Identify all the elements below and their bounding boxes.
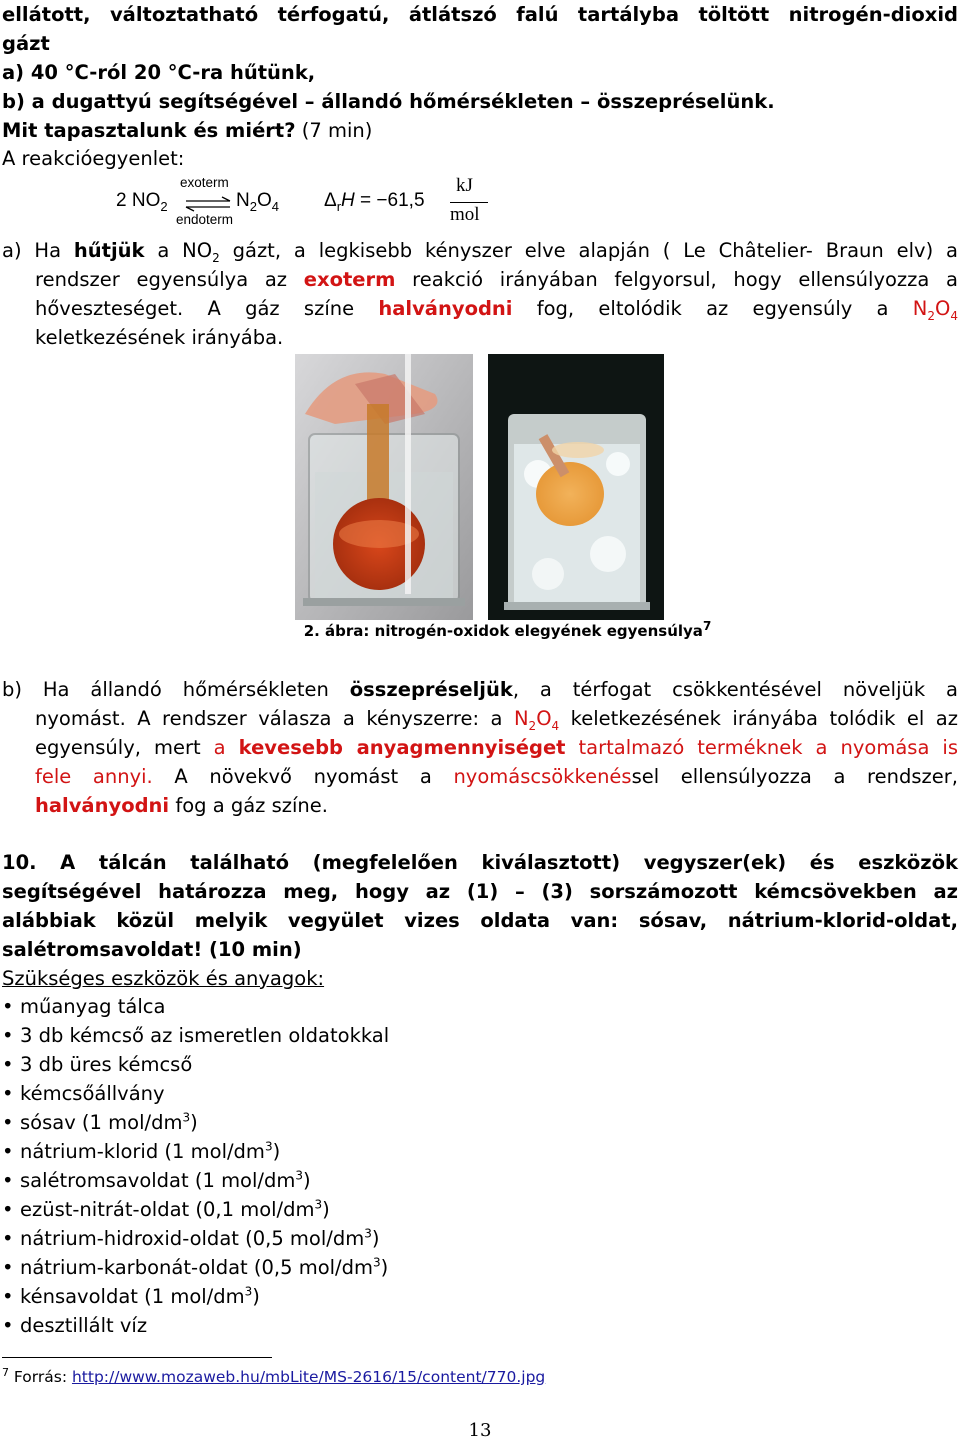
part-a-line-3: hőveszteséget. A gáz színe halványodni fog, eltolódik az egyensúly a $N_2O_4$ (35, 297, 958, 323)
equation-left: 2 $NO_2$ (116, 190, 168, 214)
part-b-line-3: egyensúly, mert a kevesebb anyagmennyiséget tartalmazó terméknek a nyomása is (35, 736, 959, 759)
reaction-equation (112, 175, 492, 230)
list-item: • kémcsőállvány (2, 1079, 389, 1108)
fraction-bar (450, 202, 488, 203)
list-item: • nátrium-hidroxid-oldat (0,5 mol/$dm^3$) (2, 1224, 389, 1253)
flask-in-ice-image (488, 354, 664, 620)
task-10-line-2: segítségével határozza meg, hogy az (1) – (3) sorszámozott kémcsövekben az (2, 880, 958, 903)
unit-numerator: kJ (456, 175, 473, 196)
part-b-line-2: nyomást. A rendszer válasza a kényszerre: a $N_2O_4$ keletkezésének irányába tolódik el az (35, 707, 958, 733)
equation-label-endoterm: endoterm (176, 212, 234, 227)
list-item: • nátrium-klorid (1 mol/$dm^3$) (2, 1137, 389, 1166)
list-item: • 3 db üres kémcső (2, 1050, 389, 1079)
list-item: • ezüst-nitrát-oldat (0,1 mol/$dm^3$) (2, 1195, 389, 1224)
flask-in-beaker-image (295, 354, 473, 620)
part-a-line-1: a) Ha hűtjük a $NO_2$ gázt, a legkisebb kényszer elve alapján ( Le Châtelier- Braun elv) a (2, 239, 958, 265)
reaction-enthalpy: $\Delta_rH = -61,5$ (324, 190, 425, 214)
figure-caption: 2. ábra: nitrogén-oxidok elegyének egyensúlya$^7$ (303, 619, 712, 640)
intro-line-1: ellátott, változtatható térfogatú, átlátszó falú tartályba töltött nitrogén-dioxid (2, 3, 958, 26)
task-10-line-3: alábbiak közül melyik vegyület vizes oldata van: sósav, nátrium-klorid-oldat, (2, 909, 958, 932)
part-b-line-5: halványodni fog a gáz színe. (35, 794, 328, 817)
task-10-block (2, 848, 958, 964)
part-b-line-1: b) Ha állandó hőmérsékleten összepréseljük, a térfogat csökkentésével növeljük a (2, 678, 958, 701)
task-10-line-1: 10. A tálcán található (megfelelően kiválasztott) vegyszer(ek) és eszközök (2, 851, 958, 874)
list-item: • műanyag tálca (2, 992, 389, 1021)
intro-line-2: gázt (2, 32, 50, 55)
list-item: • sósav (1 mol/$dm^3$) (2, 1108, 389, 1137)
equilibrium-arrows-icon (184, 196, 232, 212)
footnote-source-link[interactable]: http://www.mozaweb.hu/mbLite/MS-2616/15/content/770.jpg (71, 1368, 546, 1386)
footnote: $^7$ Forrás: http://www.mozaweb.hu/mbLite/MS-2616/15/content/770.jpg (2, 1365, 546, 1386)
part-a-line-4: keletkezésének irányába. (35, 326, 284, 349)
part-b-line-4: fele annyi. A növekvő nyomást a nyomáscsökkenéssel ellensúlyozza a rendszer, (35, 765, 958, 788)
photo-cooled-flask (295, 354, 473, 620)
equation-right: $N_2O_4$ (236, 190, 279, 214)
footnote-separator (2, 1357, 272, 1358)
reaction-equation-label: A reakcióegyenlet: (2, 147, 185, 170)
page-number: 13 (468, 1420, 492, 1441)
part-b-paragraph (2, 675, 958, 820)
intro-block (2, 0, 958, 145)
list-item: • salétromsavoldat (1 mol/$dm^3$) (2, 1166, 389, 1195)
intro-line-5: Mit tapasztalunk és miért? (7 min) (2, 119, 373, 142)
task-10-line-4: salétromsavoldat! (10 min) (2, 938, 302, 961)
equation-label-exoterm: exoterm (180, 175, 229, 190)
part-a-line-2: rendszer egyensúlya az exoterm reakció irányában felgyorsul, hogy ellensúlyozza a (35, 268, 958, 291)
intro-line-3: a) 40 °C-ról 20 °C-ra hűtünk, (2, 61, 316, 84)
list-item: • 3 db kémcső az ismeretlen oldatokkal (2, 1021, 389, 1050)
list-item: • desztillált víz (2, 1311, 389, 1340)
materials-list (2, 992, 389, 1340)
unit-denominator: mol (450, 204, 480, 225)
photo-ice-flask (488, 354, 664, 620)
list-item: • nátrium-karbonát-oldat (0,5 mol/$dm^3$) (2, 1253, 389, 1282)
list-item: • kénsavoldat (1 mol/$dm^3$) (2, 1282, 389, 1311)
part-a-paragraph (2, 236, 958, 352)
materials-heading: Szükséges eszközök és anyagok: (2, 967, 325, 990)
intro-line-4: b) a dugattyú segítségével – állandó hőmérsékleten – összepréselünk. (2, 90, 775, 113)
